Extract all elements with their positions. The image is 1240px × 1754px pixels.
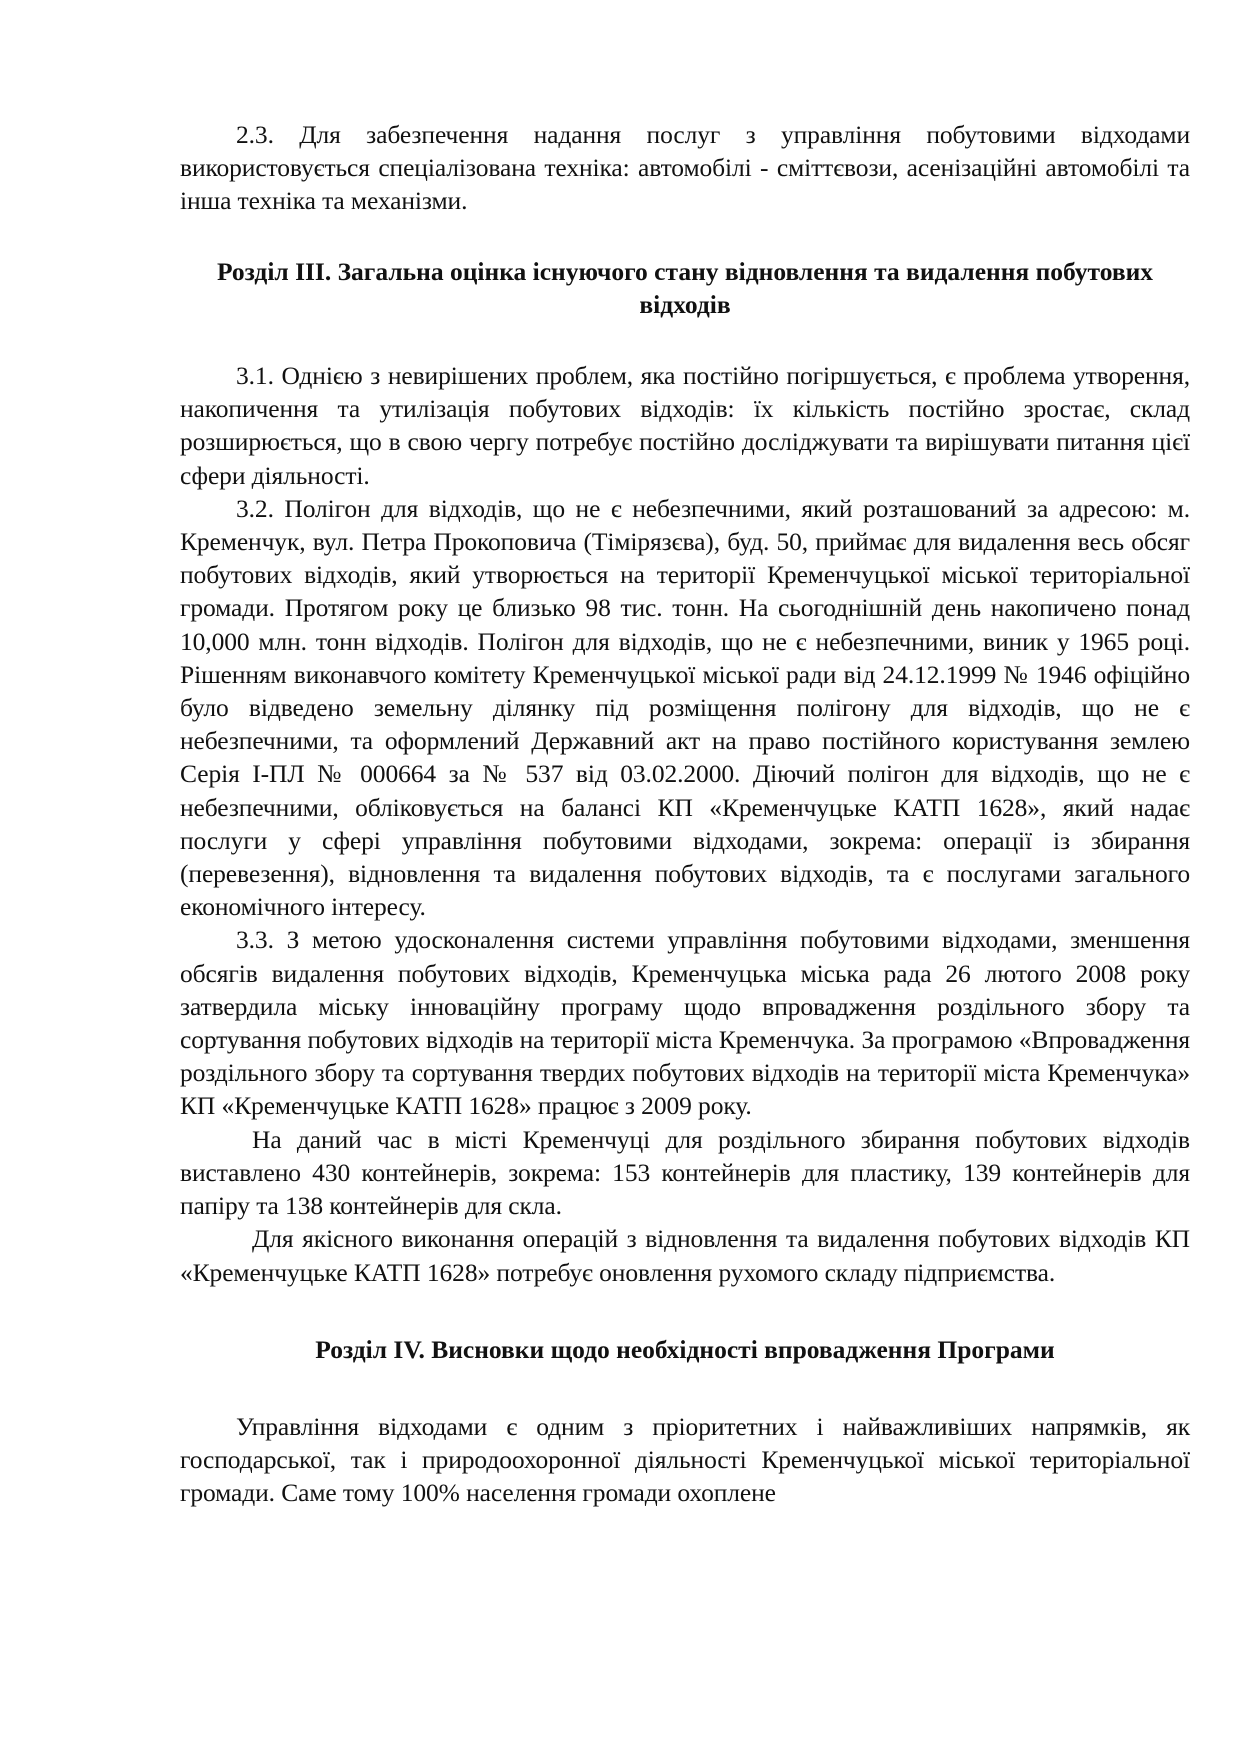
- spacer: [180, 1289, 1190, 1333]
- spacer: [180, 218, 1190, 255]
- paragraph-3-3: 3.3. З метою удосконалення системи управління побутовими відходами, зменшення обсягів видалення побутових відходів, Кременчуцька міська рада 26 лютого 2008 року затвердила міську інноваційну програму щодо впровадження роздільного збору та сортування побутових відходів на території міста Кременчука. За програмою «Впровадження роздільного збору та сортування твердих побутових відходів на території міста Кременчука» КП «Кременчуцьке КАТП 1628» працює з 2009 року.: [180, 925, 1190, 1121]
- paragraph-2-3: 2.3. Для забезпечення надання послуг з управління побутовими відходами використовується спеціалізована техніка: автомобілі - сміттєвози, асенізаційні автомобілі та інша техніка та механізми.: [180, 120, 1190, 216]
- spacer: [180, 321, 1190, 359]
- paragraph-3-2: 3.2. Полігон для відходів, що не є небезпечними, який розташований за адресою: м. Кременчук, вул. Петра Прокоповича (Тімірязєва), буд. 50, приймає для видалення весь обсяг побутових відходів, який утворюється на території Кременчуцької міської територіальної громади. Протягом року це близько 98 тис. тонн. На сьогоднішній день накопичено понад 10,000 млн. тонн відходів. Полігон для відходів, що не є небезпечними, виник у 1965 році. Рішенням виконавчого комітету Кременчуцької міської ради від 24.12.1999 № 1946 офіційно було відведено земельну ділянку під розміщення полігону для відходів, що не є небезпечними, та оформлений Державний акт на право постійного користування землею Серія І-ПЛ № 000664 за № 537 від 03.02.2000. Діючий полігон для відходів, що не є небезпечними, обліковується на балансі КП «Кременчуцьке КАТП 1628», який надає послуги у сфері управління побутовими відходами, зокрема: операції із збирання (перевезення), відновлення та видалення побутових відходів, та є послугами загального економічного інтересу.: [180, 493, 1190, 922]
- spacer: [180, 1366, 1190, 1410]
- paragraph-containers: На даний час в місті Кременчуці для роздільного збирання побутових відходів виставлено 430 контейнерів, зокрема: 153 контейнерів для пластику, 139 контейнерів для папіру та 138 контейнерів для скла.: [180, 1124, 1190, 1221]
- paragraph-3-1: 3.1. Однією з невирішених проблем, яка постійно погіршується, є проблема утворення, накопичення та утилізація побутових відходів: їх кількість постійно зростає, склад розширюється, що в свою чергу потребує постійно досліджувати та вирішувати питання цієї сфери діяльності.: [180, 361, 1190, 490]
- document-page: [180, 118, 1190, 1510]
- paragraph-fleet-update: Для якісного виконання операцій з відновлення та видалення побутових відходів КП «Кременчуцьке КАТП 1628» потребує оновлення рухомого складу підприємства.: [180, 1224, 1190, 1287]
- paragraph-4-1: Управління відходами є одним з пріоритетних і найважливіших напрямків, як господарської, так і природоохоронної діяльності Кременчуцької міської територіальної громади. Саме тому 100% населення громади охоплене: [180, 1411, 1190, 1508]
- section-3-heading: Розділ ІІІ. Загальна оцінка існуючого стану відновлення та видалення побутових відходів: [216, 256, 1154, 319]
- section-4-heading: Розділ IV. Висновки щодо необхідності впровадження Програми: [315, 1334, 1055, 1364]
